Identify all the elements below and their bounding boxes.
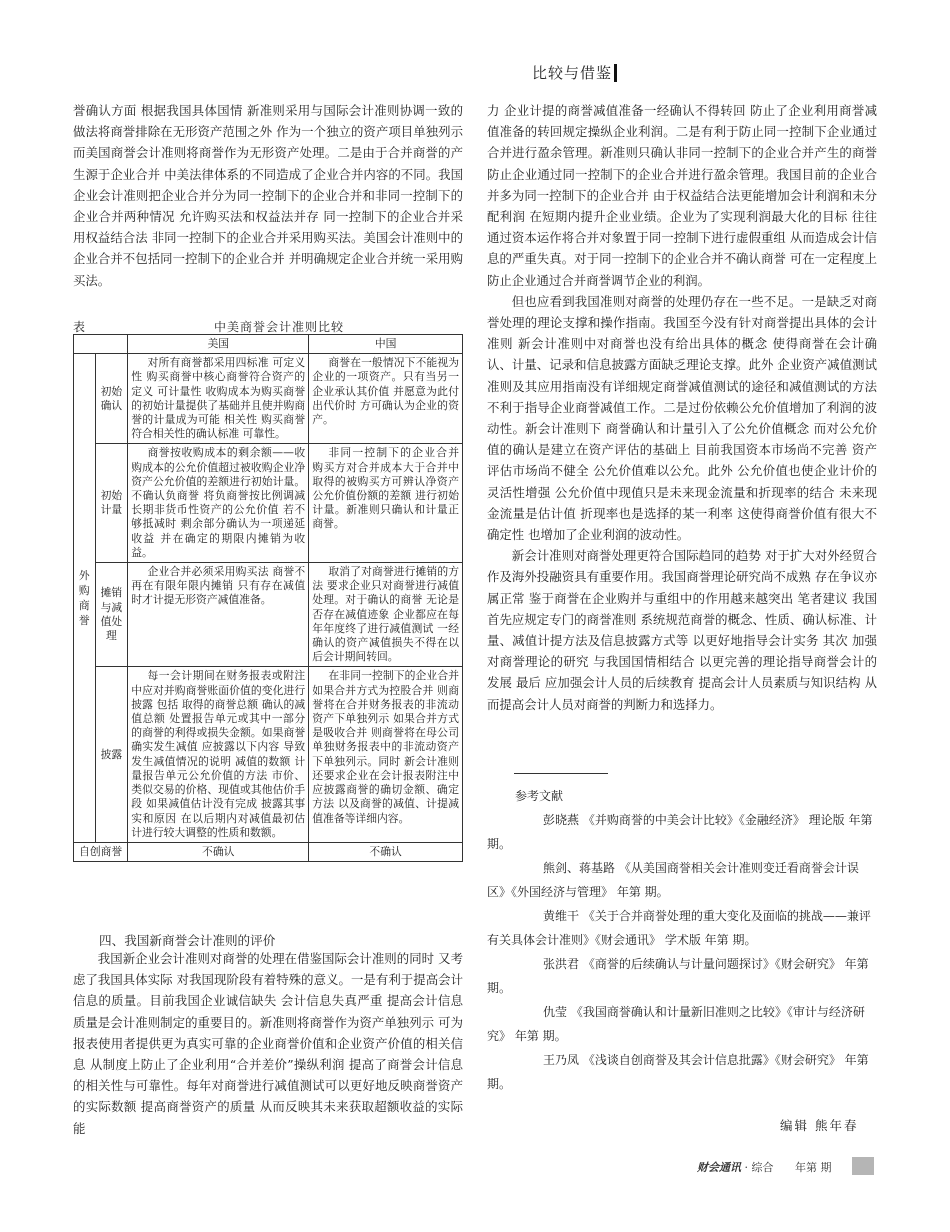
right-paragraph-1: 力 企业计提的商誉减值准备一经确认不得转回 防止了企业利用商誉减值准备的转回规定操纵企业利润。二是有利于防止同一控制下企业通过合并进行盈余管理。新准则只确认非同一控制下的企业合并产生的商誉 防止企业通过同一控制下的企业合并进行盈余管理。我国目前的企业合并多为同一控制下的企业合并 由于权益结合法更能增加会计利润和未分配利润 在短期内提升企业业绩。企业为了实现利润最大化的目标 往往通过资本运作将合并对象置于同一控制下进行虚假重组 从而造成会计信息的严重失真。对于同一控制下的企业合并不确认商誉 可在一定程度上防止企业通过合并商誉调节企业的利润。 bbox=[487, 103, 877, 288]
table-number: 表 bbox=[73, 320, 86, 334]
cell-cn: 商誉在一般情况下不能视为企业的一项资产。只有当另一企业承认其价值 并愿意为此付出代价时 方可确认为企业的资产。 bbox=[309, 354, 463, 444]
cell-cn: 非同一控制下的企业合并 购买方对合并成本大于合并中取得的被购买方可辨认净资产公允价值份额的差额 进行初始计量。新准则只确认和计量正商誉。 bbox=[309, 444, 463, 563]
table-row bbox=[74, 563, 463, 667]
row-label: 自创商誉 bbox=[74, 842, 128, 861]
editor-credit: 编辑 熊年春 bbox=[780, 1118, 859, 1133]
reference-item: 张洪君 《商誉的后续确认与计量问题探讨》《财会研究》 年第 期。 bbox=[487, 957, 869, 995]
row-label: 初始计量 bbox=[95, 444, 128, 563]
cell-cn: 在非同一控制下的企业合并 如果合并方式为控股合并 则商誉将在合并财务报表的非流动资产下单独列示 如果合并方式是吸收合并 则商誉将在母公司单独财务报表中的非流动资产下单独列示。同时 新会计准则还要求企业在会计报表附注中应披露商誉的确切金额、确定方法 以及商誉的减值、计提减值准备等详细内容。 bbox=[309, 667, 463, 842]
cell-us: 不确认 bbox=[128, 842, 309, 861]
section-heading: 四、我国新商誉会计准则的评价 bbox=[99, 933, 276, 948]
cell-us: 企业合并必须采用购买法 商誉不再在有限年限内摊销 只有存在减值时才计提无形资产减值准备。 bbox=[128, 563, 309, 667]
cell-us: 对所有商誉都采用四标准 可定义性 购买商誉中核心商誉符合资产的定义 可计量性 收购成本为购买商誉的初始计量提供了基础并且使并购商誉的计量成为可能 相关性 购买商誉符合相关性的确认标准 可靠性。 bbox=[128, 354, 309, 444]
page-footer bbox=[697, 1159, 832, 1175]
table-row bbox=[74, 354, 463, 444]
comparison-table bbox=[73, 334, 463, 862]
table-header-cn: 中国 bbox=[309, 335, 463, 354]
right-column bbox=[487, 100, 877, 715]
table-row bbox=[74, 444, 463, 563]
reference-item: 彭晓燕 《并购商誉的中美会计比较》《金融经济》 理论版 年第 期。 bbox=[487, 813, 873, 851]
right-paragraph-2: 但也应看到我国准则对商誉的处理仍存在一些不足。一是缺乏对商誉处理的理论支撑和操作指南。我国至今没有针对商誉提出具体的会计准则 新会计准则中对商誉也没有给出具体的概念 使得商誉在会计确认、计量、记录和信息披露方面缺乏理论支撑。此外 企业资产减值测试准则及其应用指南没有详细规定商誉减值测试的途径和减值测试的方法 不利于指导企业商誉减值工作。二是过份依赖公允价值增加了利润的波动性。新会计准则下 商誉确认和计量引入了公允价值概念 而对公允价值的确认是建立在资产评估的基础上 目前我国资本市场尚不完善 资产评估市场尚不健全 公允价值难以公允。此外 公允价值也使企业计价的灵活性增强 公允价值中现值只是未来现金流量和折现率的结合 未来现金流量是估计值 折现率也是选择的某一利率 这使得商誉价值有很大不确定性 也增加了企业利润的波动性。 bbox=[487, 293, 877, 543]
reference-item: 王乃凤 《浅谈自创商誉及其会计信息批露》《财会研究》 年第 期。 bbox=[487, 1053, 869, 1091]
footer-issue: 年第 期 bbox=[795, 1161, 832, 1174]
cell-cn: 取消了对商誉进行摊销的方法 要求企业只对商誉进行减值处理。对于确认的商誉 无论是否存在减值迹象 企业都应在每年年度终了进行减值测试 一经确认的资产减值损失不得在以后会计期间转回。 bbox=[309, 563, 463, 667]
references bbox=[487, 784, 875, 1096]
journal-logo-text: 财会通讯 bbox=[697, 1161, 741, 1174]
table-row bbox=[74, 667, 463, 842]
references-divider bbox=[514, 773, 608, 774]
page-number-box bbox=[852, 1157, 874, 1175]
header-bar-mark bbox=[614, 64, 617, 82]
table-corner-cell bbox=[74, 335, 128, 354]
reference-item: 黄维干 《关于合并商誉处理的重大变化及面临的挑战——兼评有关具体会计准则》《财会通讯》 学术版 年第 期。 bbox=[487, 909, 871, 947]
row-label: 初始确认 bbox=[95, 354, 128, 444]
reference-item: 仇莹 《我国商誉确认和计量新旧准则之比较》《审计与经济研究》 年第 期。 bbox=[487, 1005, 865, 1043]
cell-cn: 不确认 bbox=[309, 842, 463, 861]
reference-item: 熊剑、蒋基路 《从美国商誉相关会计准则变迁看商誉会计误区》《外国经济与管理》 年第 期。 bbox=[487, 861, 859, 899]
row-label: 披露 bbox=[95, 667, 128, 842]
cell-us: 每一会计期间在财务报表或附注中应对并购商誉账面价值的变化进行披露 包括 取得的商誉总额 确认的减值总额 处置报告单元或其中一部分的商誉的利得或损失金额。如果商誉确实发生减值 应披露以下内容 导致发生减值情况的说明 减值的数额 计量报告单元公允价值的方法 市价、类似交易的价格、现值或其他估价手段 如果减值估计没有完成 披露其事实和原因 在以后期内对减值最初估计进行较大调整的性质和数额。 bbox=[128, 667, 309, 842]
table-header-row bbox=[74, 335, 463, 354]
right-paragraph-3: 新会计准则对商誉处理更符合国际趋同的趋势 对于扩大对外经贸合作及海外投融资具有重要作用。我国商誉理论研究尚不成熟 存在争议亦属正常 鉴于商誉在企业购并与重组中的作用越来越突出 笔者建议 我国首先应规定专门的商誉准则 系统规范商誉的概念、性质、确认标准、计量、减值计提方法及信息披露方式等 以更好地指导会计实务 其次 加强对商誉理论的研究 与我国国情相结合 以更完善的理论指导商誉会计的发展 最后 应加强会计人员的后续教育 提高会计人员素质与知识结构 从而提高会计人员对商誉的判断力和选择力。 bbox=[487, 548, 877, 712]
group-label-purchased-goodwill: 外 购 商 誉 bbox=[74, 354, 96, 843]
section4-paragraph: 我国新企业会计准则对商誉的处理在借鉴国际会计准则的同时 又考虑了我国具体实际 对我国现阶段有着特殊的意义。一是有利于提高会计信息的质量。目前我国企业诚信缺失 会计信息失真严重 提高会计信息质量是会计准则制定的重要目的。新准则将商誉作为资产单独列示 可为报表使用者提供更为真实可靠的企业商誉价值和企业资产价值的相关信息 从制度上防止了企业利用“合并差价”操纵利润 提高了商誉会计信息的相关性与可靠性。每年对商誉进行减值测试可以更好地反映商誉资产的实际数额 提高商誉资产的质量 从而反映其未来获取超额收益的实际能 bbox=[73, 951, 463, 1136]
table-row bbox=[74, 842, 463, 861]
left-paragraph-1: 誉确认方面 根据我国具体国情 新准则采用与国际会计准则协调一致的做法将商誉排除在无形资产范围之外 作为一个独立的资产项目单独列示 而美国商誉会计准则将商誉作为无形资产处理。二是由于合并商誉的产生源于企业合并 中美法律体系的不同造成了企业合并内容的不同。我国企业会计准则把企业合并分为同一控制下的企业合并和非同一控制下的企业合并两种情况 允许购买法和权益法并存 同一控制下的企业合并采用权益结合法 非同一控制下的企业合并采用购买法。美国会计准则中的企业合并不包括同一控制下的企业合并 并明确规定企业合并统一采用购买法。 bbox=[73, 103, 463, 288]
page-header-title: 比较与借鉴 bbox=[531, 64, 612, 82]
cell-us: 商誉按收购成本的剩余额——收购成本的公允价值超过被收购企业净资产公允价值的差额进行初始计量。不确认负商誉 将负商誉按比例调减长期非货币性资产的公允价值 若不够抵减时 剩余部分确认为一项递延收益 并在确定的期限内摊销为收益。 bbox=[128, 444, 309, 563]
left-column-lower bbox=[73, 948, 463, 1139]
references-heading: 参考文献 bbox=[515, 789, 564, 803]
row-label: 摊销与减值处理 bbox=[95, 563, 128, 667]
table-title: 中美商誉会计准则比较 bbox=[214, 320, 345, 334]
footer-section: 综合 bbox=[751, 1161, 774, 1174]
left-column bbox=[73, 100, 463, 291]
footer-separator: · bbox=[744, 1161, 748, 1174]
table-header-us: 美国 bbox=[128, 335, 309, 354]
